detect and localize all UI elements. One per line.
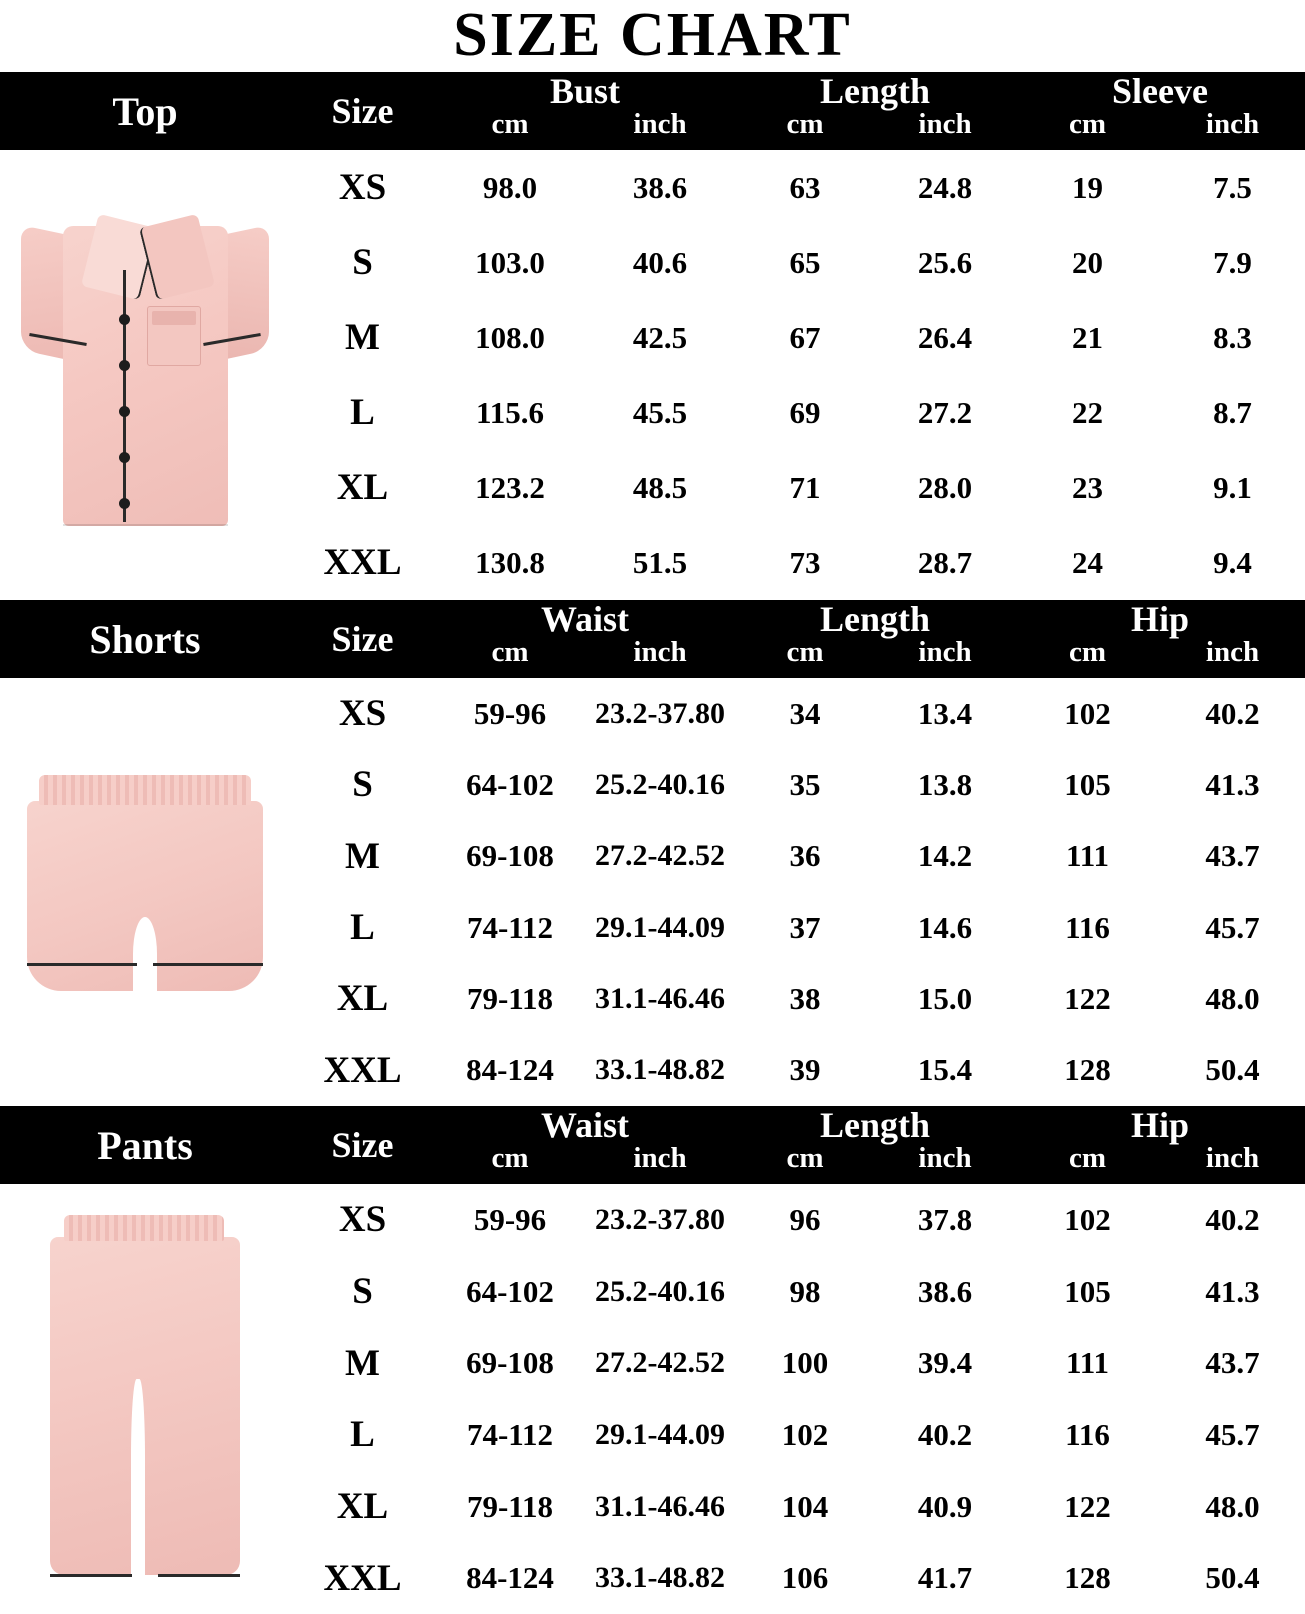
cell-length-cm: 106: [781, 1560, 829, 1596]
garment-image-top: [0, 150, 290, 600]
table-row: [290, 892, 1305, 963]
cell-hip-inch: 43.7: [1205, 838, 1260, 874]
pajama-shorts-icon: [5, 767, 285, 1017]
cell-length-inch: 13.8: [917, 766, 973, 802]
cell-size: XL: [336, 978, 389, 1020]
table-row: [290, 1399, 1305, 1471]
column-group-length: [735, 600, 1015, 678]
cell-sleeve-inch: 8.3: [1213, 319, 1252, 355]
cell-length-inch: 40.9: [917, 1488, 973, 1524]
column-group-bust: [435, 72, 735, 150]
cell-length-inch: 40.2: [917, 1416, 973, 1452]
unit-label-inch: inch: [918, 1142, 972, 1174]
cell-bust-cm: 108.0: [475, 319, 545, 355]
cell-size: L: [350, 907, 375, 949]
column-group-length: [735, 1106, 1015, 1184]
table-row: [290, 1184, 1305, 1256]
cell-hip-cm: 102: [1064, 1201, 1111, 1237]
cell-sleeve-inch: 7.5: [1213, 169, 1252, 205]
cell-length-cm: 39: [789, 1052, 821, 1088]
garment-image-shorts: [0, 678, 290, 1106]
column-group-label: Length: [819, 1105, 931, 1145]
table-row: [290, 1256, 1305, 1328]
table-row: [290, 1542, 1305, 1614]
cell-hip-inch: 48.0: [1205, 1488, 1260, 1524]
cell-size: L: [350, 392, 375, 433]
table-row: [290, 1471, 1305, 1543]
pajama-top-icon: [15, 210, 275, 540]
cell-waist-cm: 79-118: [466, 1488, 554, 1524]
cell-sleeve-cm: 23: [1072, 469, 1103, 505]
column-group-label: Hip: [1130, 1105, 1190, 1145]
cell-length-inch: 24.8: [917, 169, 973, 205]
cell-size: M: [345, 1342, 380, 1384]
cell-waist-inch: 27.2-42.52: [595, 839, 725, 873]
cell-length-inch: 14.6: [917, 909, 973, 945]
cell-waist-inch: 27.2-42.52: [595, 1346, 725, 1380]
cell-sleeve-cm: 21: [1072, 319, 1103, 355]
cell-waist-cm: 64-102: [466, 1273, 554, 1309]
cell-hip-inch: 41.3: [1205, 766, 1260, 802]
column-group-label: Length: [819, 71, 931, 111]
unit-label-inch: inch: [1205, 636, 1260, 668]
section-header-shorts: [0, 600, 1305, 678]
column-group-waist: [435, 1106, 735, 1184]
cell-hip-cm: 105: [1064, 766, 1111, 802]
section-category-label: Pants: [97, 1122, 193, 1168]
cell-waist-inch: 29.1-44.09: [595, 1417, 725, 1451]
cell-length-inch: 14.2: [917, 838, 973, 874]
cell-hip-cm: 102: [1064, 695, 1111, 731]
column-group-label: Length: [819, 599, 931, 639]
table-row: [290, 1035, 1305, 1106]
cell-hip-inch: 50.4: [1205, 1052, 1260, 1088]
column-group-waist: [435, 600, 735, 678]
column-header-size: Size: [331, 1125, 394, 1165]
cell-sleeve-cm: 20: [1072, 244, 1103, 280]
section-body-pants: [0, 1184, 1305, 1614]
cell-length-cm: 63: [789, 169, 821, 205]
cell-bust-inch: 40.6: [632, 244, 688, 280]
cell-length-cm: 102: [781, 1416, 829, 1452]
cell-hip-cm: 116: [1065, 1416, 1110, 1452]
cell-hip-inch: 40.2: [1205, 1201, 1260, 1237]
cell-hip-inch: 43.7: [1205, 1345, 1260, 1381]
cell-hip-cm: 111: [1065, 838, 1110, 874]
cell-waist-cm: 59-96: [473, 1201, 547, 1237]
cell-bust-inch: 51.5: [632, 544, 688, 580]
cell-size: XS: [338, 693, 387, 735]
cell-size: XXL: [323, 1049, 402, 1091]
column-group-label: Waist: [540, 599, 629, 639]
cell-bust-cm: 103.0: [475, 244, 545, 280]
unit-label-cm: cm: [1068, 636, 1107, 668]
garment-image-pants: [0, 1184, 290, 1614]
cell-size: S: [352, 242, 373, 283]
cell-length-cm: 98: [789, 1273, 821, 1309]
cell-bust-cm: 115.6: [475, 394, 545, 430]
unit-label-cm: cm: [491, 108, 529, 140]
section-category-label: Top: [112, 88, 178, 134]
table-row: [290, 450, 1305, 525]
cell-waist-cm: 64-102: [466, 766, 554, 802]
cell-bust-inch: 48.5: [632, 469, 688, 505]
cell-length-cm: 100: [781, 1345, 829, 1381]
table-row: [290, 300, 1305, 375]
unit-label-inch: inch: [633, 108, 687, 140]
cell-bust-cm: 123.2: [475, 469, 545, 505]
page-title: SIZE CHART: [453, 1, 852, 69]
cell-sleeve-inch: 9.1: [1213, 469, 1252, 505]
cell-length-cm: 65: [789, 244, 821, 280]
cell-waist-inch: 29.1-44.09: [595, 910, 725, 944]
cell-sleeve-cm: 22: [1072, 394, 1103, 430]
cell-bust-inch: 42.5: [632, 319, 688, 355]
cell-bust-inch: 38.6: [632, 169, 688, 205]
unit-label-cm: cm: [786, 1142, 824, 1174]
cell-waist-cm: 69-108: [466, 838, 554, 874]
cell-length-cm: 67: [789, 319, 821, 355]
cell-length-inch: 38.6: [917, 1273, 973, 1309]
cell-length-cm: 35: [789, 766, 821, 802]
column-header-size: Size: [331, 91, 394, 131]
cell-length-inch: 39.4: [917, 1345, 973, 1381]
cell-length-inch: 25.6: [917, 244, 973, 280]
unit-label-cm: cm: [1068, 1142, 1107, 1174]
column-group-label: Sleeve: [1112, 71, 1208, 111]
cell-bust-cm: 98.0: [482, 169, 538, 205]
cell-hip-inch: 45.7: [1205, 909, 1260, 945]
table-row: [290, 963, 1305, 1034]
cell-waist-inch: 25.2-40.16: [595, 767, 725, 801]
cell-length-inch: 15.0: [917, 980, 973, 1016]
unit-label-cm: cm: [491, 636, 529, 668]
cell-length-inch: 27.2: [917, 394, 973, 430]
cell-size: XS: [338, 1199, 387, 1241]
cell-length-cm: 37: [789, 909, 821, 945]
cell-waist-cm: 84-124: [466, 1052, 554, 1088]
cell-sleeve-inch: 7.9: [1213, 244, 1252, 280]
cell-sleeve-inch: 8.7: [1213, 394, 1252, 430]
cell-length-inch: 28.0: [917, 469, 973, 505]
table-row: [290, 749, 1305, 820]
cell-size: S: [352, 764, 373, 806]
unit-label-inch: inch: [633, 1142, 687, 1174]
column-group-hip: [1015, 1106, 1305, 1184]
cell-waist-inch: 23.2-37.80: [595, 1202, 725, 1236]
cell-waist-inch: 31.1-46.46: [595, 1489, 725, 1523]
cell-length-inch: 13.4: [917, 695, 973, 731]
cell-length-cm: 71: [789, 469, 821, 505]
column-group-label: Hip: [1130, 599, 1190, 639]
cell-size: L: [350, 1414, 375, 1456]
cell-length-cm: 104: [781, 1488, 829, 1524]
cell-waist-inch: 23.2-37.80: [595, 696, 725, 730]
cell-hip-inch: 50.4: [1205, 1560, 1260, 1596]
table-row: [290, 821, 1305, 892]
unit-label-cm: cm: [491, 1142, 529, 1174]
unit-label-inch: inch: [1205, 1142, 1260, 1174]
cell-sleeve-cm: 24: [1072, 544, 1103, 580]
cell-size: XXL: [323, 542, 402, 583]
cell-waist-inch: 31.1-46.46: [595, 981, 725, 1015]
unit-label-inch: inch: [1205, 108, 1260, 140]
unit-label-cm: cm: [1068, 108, 1107, 140]
column-group-sleeve: [1015, 72, 1305, 150]
cell-length-cm: 73: [789, 544, 821, 580]
column-group-label: Bust: [549, 71, 621, 111]
section-body-shorts: [0, 678, 1305, 1106]
cell-sleeve-inch: 9.4: [1213, 544, 1252, 580]
cell-length-cm: 96: [789, 1201, 821, 1237]
cell-hip-cm: 128: [1064, 1560, 1111, 1596]
cell-length-cm: 69: [789, 394, 821, 430]
cell-size: XXL: [323, 1557, 402, 1599]
pajama-pants-icon: [30, 1209, 260, 1589]
table-row: [290, 1327, 1305, 1399]
table-rows-pants: [290, 1184, 1305, 1614]
section-header-pants: [0, 1106, 1305, 1184]
cell-size: XL: [336, 1486, 389, 1528]
table-row: [290, 525, 1305, 600]
unit-label-cm: cm: [786, 108, 824, 140]
section-header-top: [0, 72, 1305, 150]
cell-length-cm: 34: [789, 695, 821, 731]
cell-hip-cm: 122: [1064, 1488, 1111, 1524]
unit-label-cm: cm: [786, 636, 824, 668]
table-rows-shorts: [290, 678, 1305, 1106]
table-row: [290, 375, 1305, 450]
cell-length-inch: 37.8: [917, 1201, 973, 1237]
cell-size: XS: [338, 167, 387, 208]
table-row: [290, 678, 1305, 749]
cell-length-inch: 28.7: [917, 544, 973, 580]
table-row: [290, 225, 1305, 300]
cell-length-cm: 36: [789, 838, 821, 874]
cell-hip-inch: 41.3: [1205, 1273, 1260, 1309]
cell-hip-inch: 45.7: [1205, 1416, 1260, 1452]
cell-bust-cm: 130.8: [475, 544, 545, 580]
table-row: [290, 150, 1305, 225]
cell-length-inch: 41.7: [917, 1560, 973, 1596]
cell-bust-inch: 45.5: [632, 394, 688, 430]
column-group-label: Waist: [540, 1105, 629, 1145]
cell-waist-cm: 79-118: [466, 980, 554, 1016]
cell-size: S: [352, 1271, 373, 1312]
cell-waist-inch: 33.1-48.82: [595, 1053, 725, 1087]
cell-hip-cm: 116: [1065, 909, 1110, 945]
unit-label-inch: inch: [918, 108, 972, 140]
cell-waist-cm: 59-96: [473, 695, 547, 731]
cell-size: XL: [336, 467, 389, 508]
cell-hip-cm: 128: [1064, 1052, 1111, 1088]
cell-waist-cm: 84-124: [466, 1560, 554, 1596]
section-category-label: Shorts: [89, 616, 201, 662]
table-rows-top: [290, 150, 1305, 600]
cell-sleeve-cm: 19: [1072, 169, 1103, 205]
cell-length-cm: 38: [789, 980, 821, 1016]
cell-waist-cm: 74-112: [466, 909, 554, 945]
cell-length-inch: 15.4: [917, 1052, 973, 1088]
unit-label-inch: inch: [633, 636, 687, 668]
cell-waist-inch: 33.1-48.82: [595, 1561, 725, 1595]
cell-hip-inch: 48.0: [1205, 980, 1260, 1016]
cell-size: M: [345, 835, 380, 877]
cell-waist-cm: 69-108: [466, 1345, 554, 1381]
column-header-size: Size: [331, 619, 394, 659]
cell-hip-cm: 105: [1064, 1273, 1111, 1309]
cell-size: M: [345, 317, 380, 358]
cell-length-inch: 26.4: [917, 319, 973, 355]
column-group-hip: [1015, 600, 1305, 678]
cell-hip-cm: 111: [1065, 1345, 1110, 1381]
unit-label-inch: inch: [918, 636, 972, 668]
cell-waist-cm: 74-112: [466, 1416, 554, 1452]
cell-hip-cm: 122: [1064, 980, 1111, 1016]
column-group-length: [735, 72, 1015, 150]
cell-hip-inch: 40.2: [1205, 695, 1260, 731]
section-body-top: [0, 150, 1305, 600]
cell-waist-inch: 25.2-40.16: [595, 1274, 725, 1308]
